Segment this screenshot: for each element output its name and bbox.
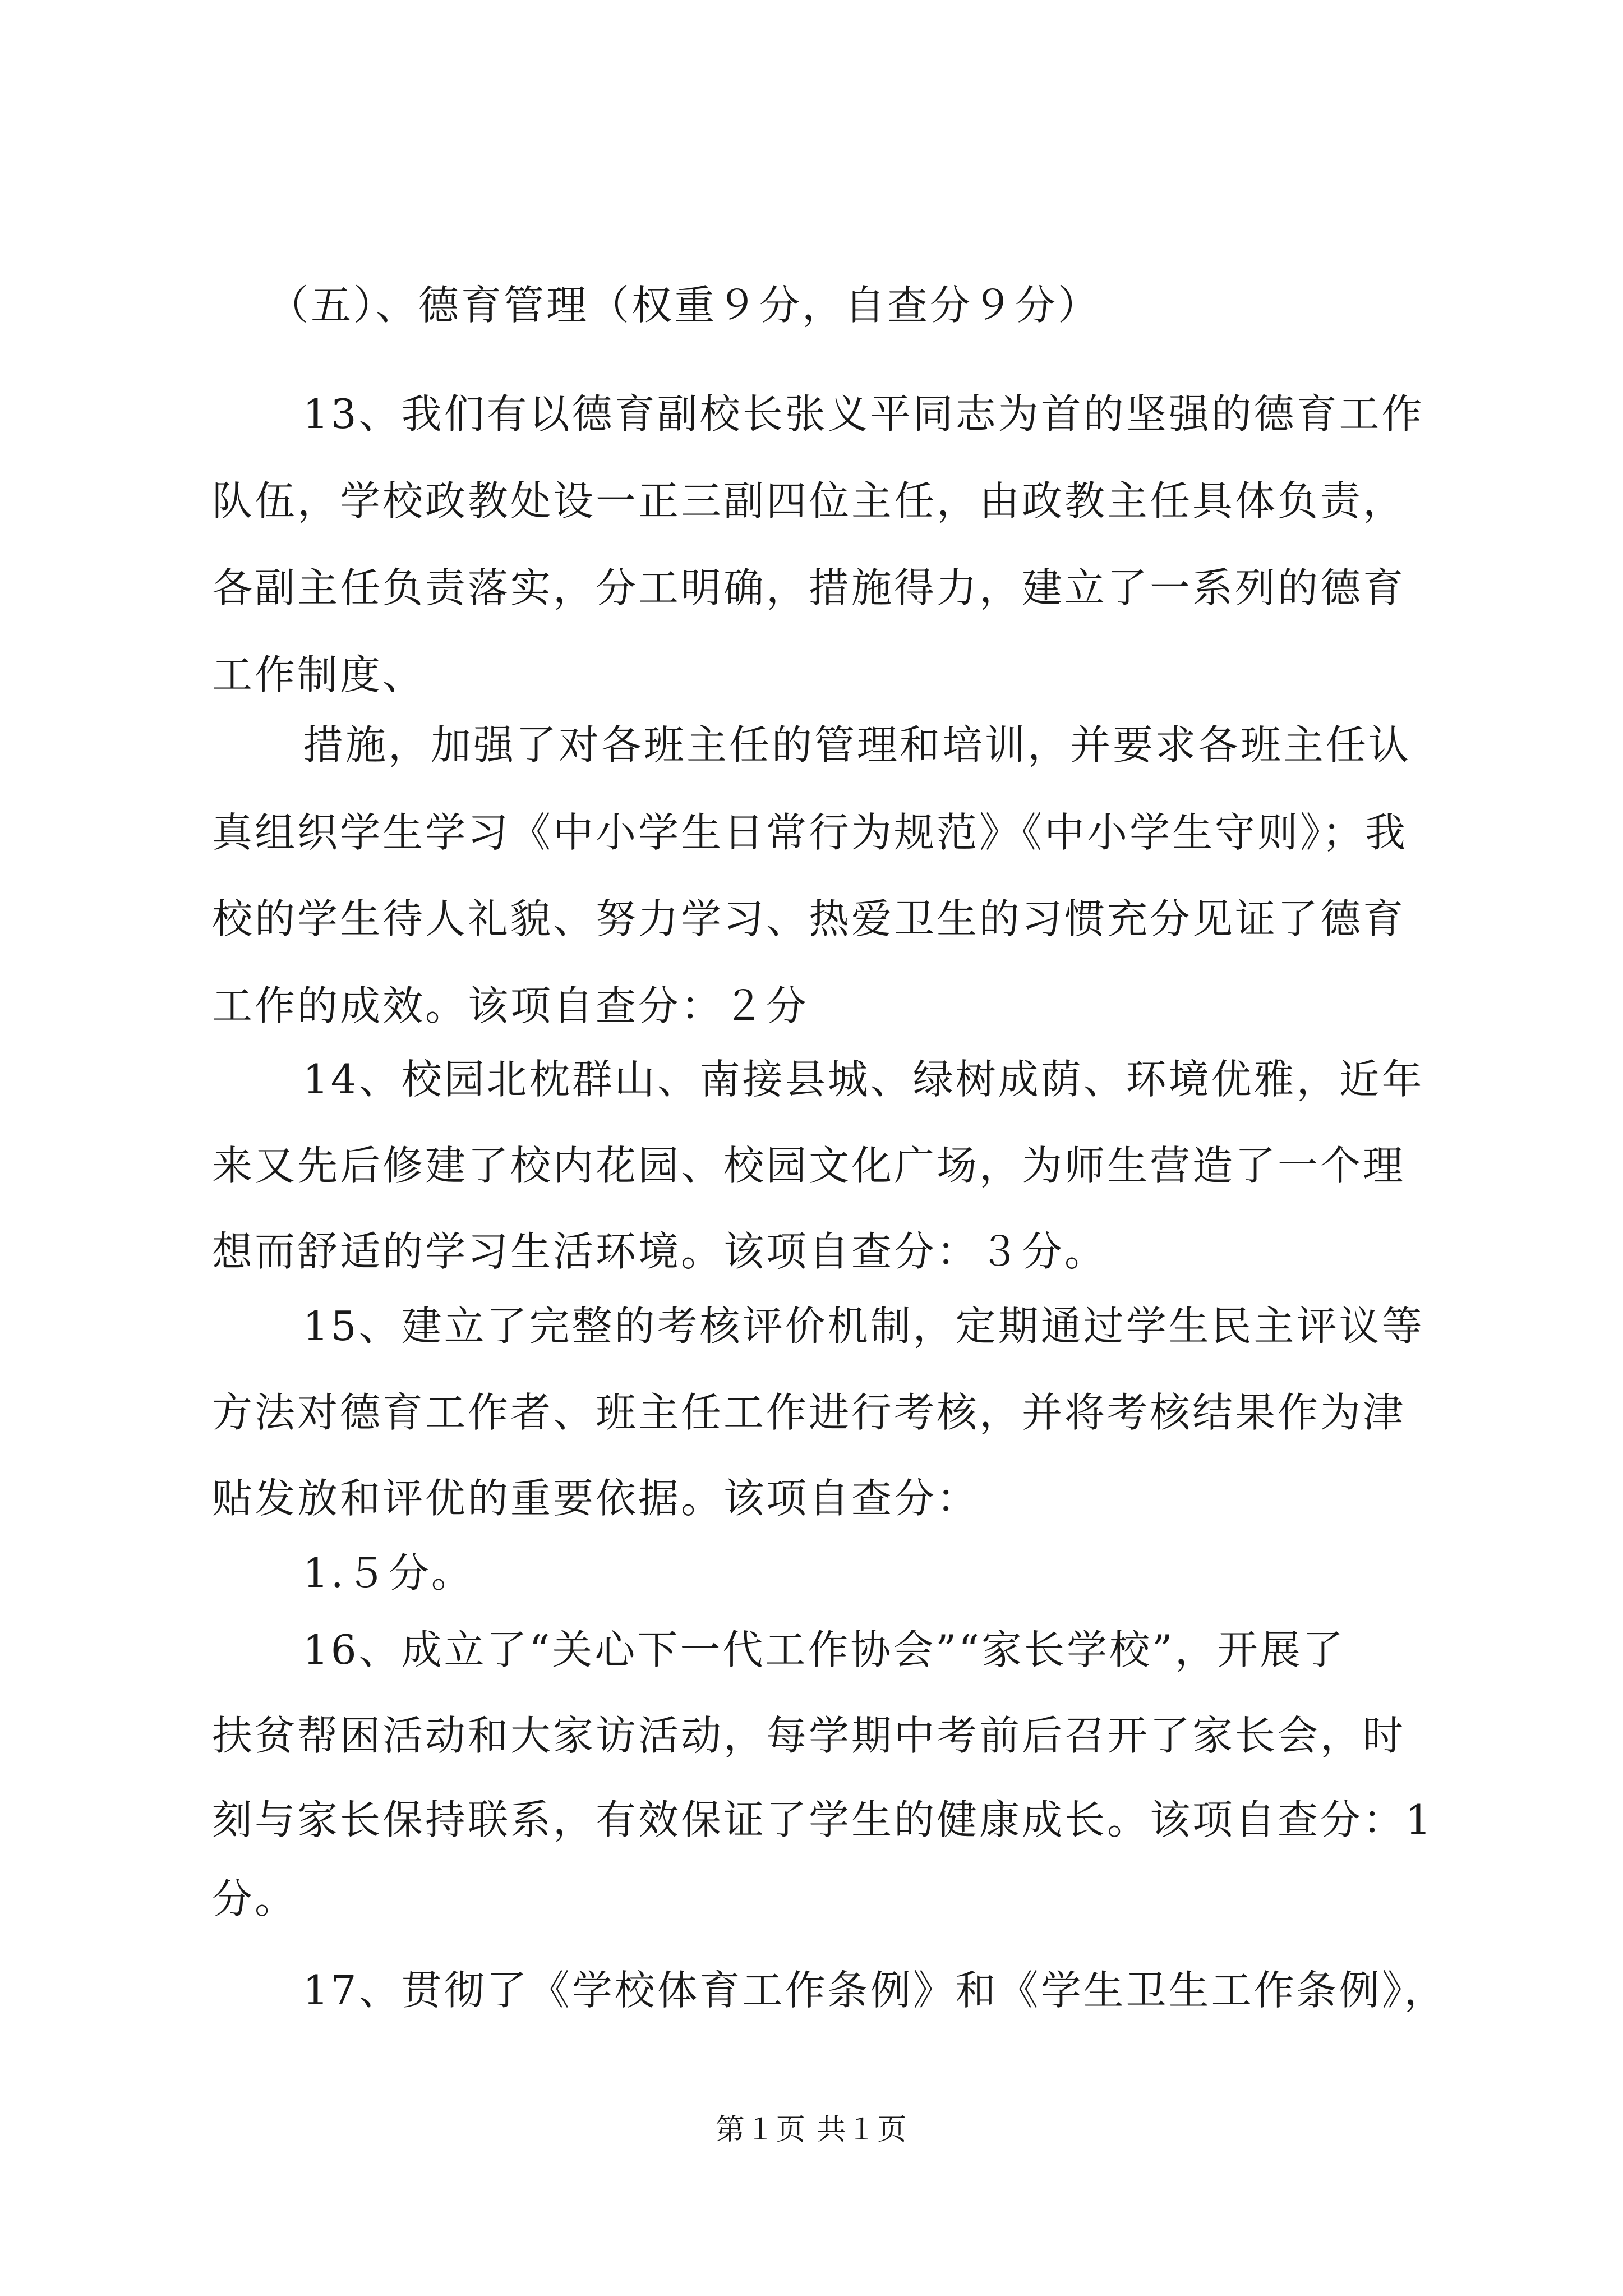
paragraph-15-line-4: 1.５分。 [303,1549,474,1596]
paragraph-13b-line-3: 校的学生待人礼貌、努力学习、热爱卫生的习惯充分见证了德育 [212,895,1406,942]
paragraph-14-line-2: 来又先后修建了校内花园、校园文化广场，为师生营造了一个理 [212,1142,1406,1189]
paragraph-13-line-3: 各副主任负责落实，分工明确，措施得力，建立了一系列的德育 [212,564,1406,611]
paragraph-13-line-4: 工作制度、 [212,651,426,698]
paragraph-14-line-1: 14、校园北枕群山、南接县城、绿树成荫、环境优雅，近年 [303,1056,1424,1103]
paragraph-15-line-3: 贴发放和评优的重要依据。该项自查分： [212,1475,980,1522]
paragraph-13-line-1: 13、我们有以德育副校长张义平同志为首的坚强的德育工作 [303,390,1424,438]
paragraph-13-line-2: 队伍，学校政教处设一正三副四位主任，由政教主任具体负责， [212,477,1406,524]
paragraph-13b-line-4: 工作的成效。该项自查分：２分 [212,982,809,1029]
paragraph-13b-line-2: 真组织学生学习《中小学生日常行为规范》《中小学生守则》；我 [212,809,1408,856]
paragraph-17-line-1: 17、贯彻了《学校体育工作条例》和《学生卫生工作条例》， [303,1967,1447,2014]
paragraph-14-line-3: 想而舒适的学习生活环境。该项自查分：３分。 [212,1228,1108,1275]
paragraph-16-line-3: 刻与家长保持联系，有效保证了学生的健康成长。该项自查分：1 [212,1796,1433,1843]
page-footer: 第１页 共１页 [715,2113,908,2147]
paragraph-16-line-1: 16、成立了“关心下一代工作协会”“家长学校”，开展了 [303,1626,1345,1673]
paragraph-15-line-1: 15、建立了完整的考核评价机制，定期通过学生民主评议等 [303,1303,1424,1350]
paragraph-16-line-2: 扶贫帮困活动和大家访活动，每学期中考前后召开了家长会，时 [212,1712,1406,1759]
section-heading: （五）、德育管理（权重９分，自查分９分） [268,282,1101,329]
paragraph-15-line-2: 方法对德育工作者、班主任工作进行考核，并将考核结果作为津 [212,1389,1406,1436]
paragraph-16-line-4: 分。 [212,1875,298,1922]
paragraph-13b-line-1: 措施，加强了对各班主任的管理和培训，并要求各班主任认 [303,721,1412,769]
